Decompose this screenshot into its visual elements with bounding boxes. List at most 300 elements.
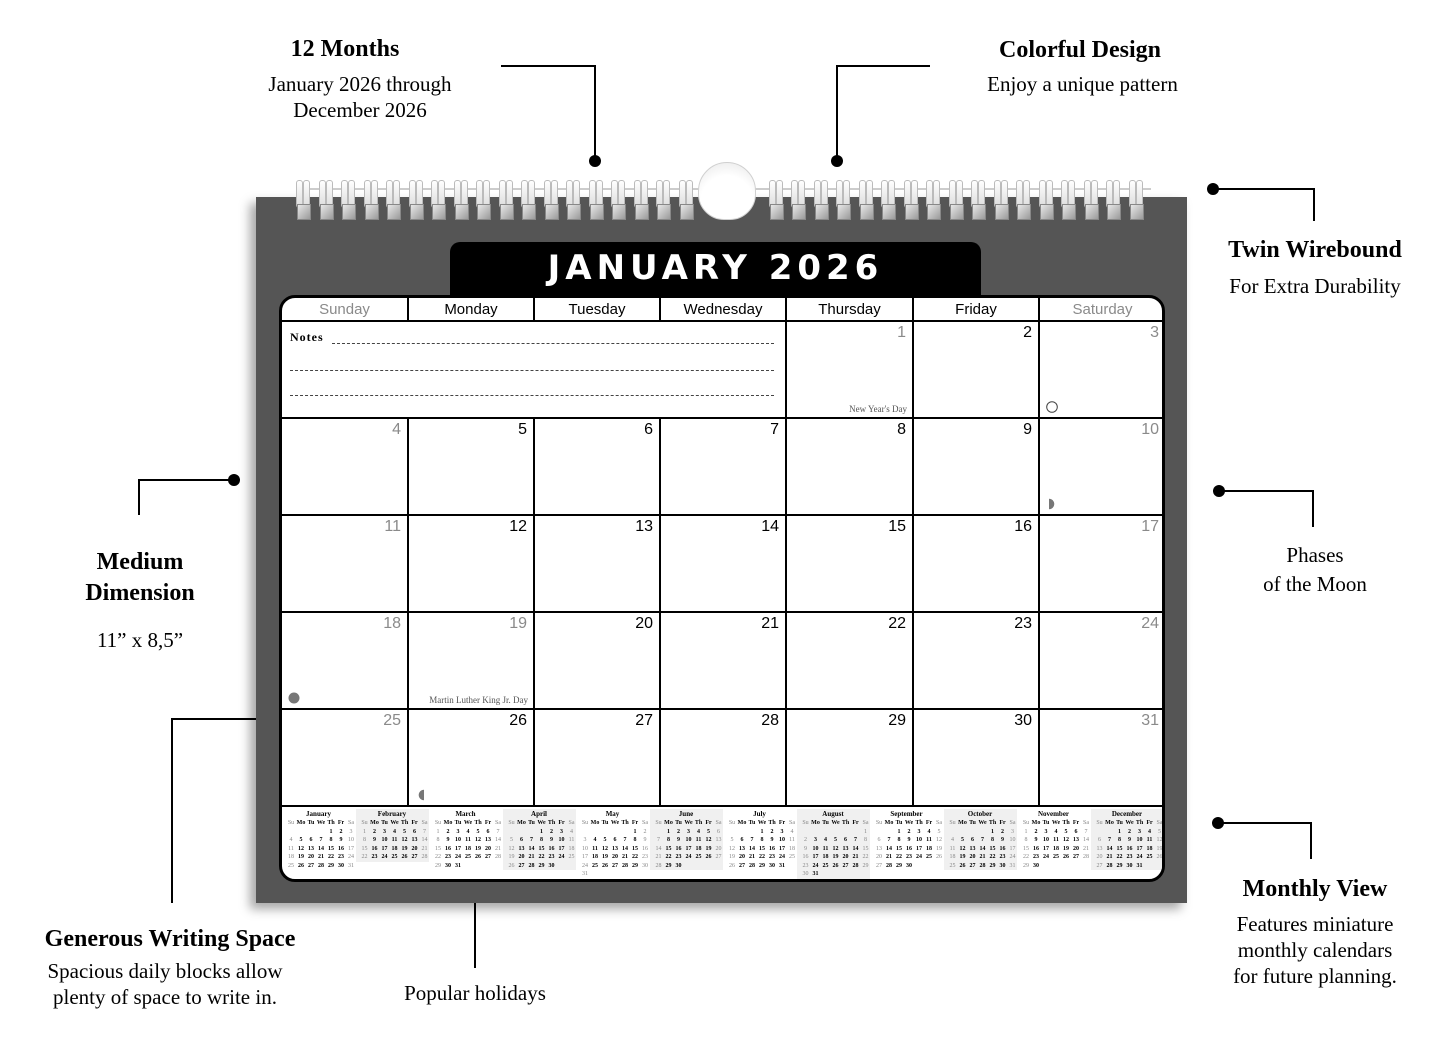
moon-new-icon [288,691,300,703]
mini-weekday: Tu [1116,820,1123,826]
mini-day: 20 [876,854,882,860]
mini-weekday: We [978,820,987,826]
mini-weekday: Th [841,820,850,826]
mini-day: 28 [852,862,859,869]
day-number: 13 [635,518,653,535]
mini-day: 3 [1044,828,1048,835]
mini-day: 13 [876,845,882,852]
mini-weekday: Mo [958,820,967,826]
mini-day: 9 [677,837,680,843]
leader-dot [589,155,601,167]
mini-day: 30 [548,862,555,869]
mini-weekday: Mo [370,820,379,826]
leader-line [836,65,838,160]
day-cell[interactable] [535,419,661,516]
mini-day: 10 [558,837,565,843]
mini-weekday: We [610,820,620,826]
mini-day: 13 [411,837,418,843]
day-cell[interactable] [282,710,409,807]
mini-weekday: Mo [1105,820,1114,826]
day-cell[interactable] [282,516,409,613]
mini-day: 28 [495,854,501,860]
mini-month-grid [944,819,1017,870]
mini-blank [600,828,610,837]
callout-design-title: Colorful Design [999,37,1161,63]
mini-day: 16 [1126,845,1133,852]
mini-day: 23 [1126,854,1133,860]
mini-day: 19 [298,854,304,860]
day-cell[interactable] [1040,516,1165,613]
mini-day: 11 [822,845,829,852]
mini-day: 29 [1116,862,1123,869]
mini-month-name: June [678,810,694,818]
mini-calendar-april [503,809,576,870]
mini-weekday: Mo [296,820,306,826]
mini-blank [737,828,747,837]
mini-day: 9 [1034,837,1038,843]
mini-weekday: We [1051,820,1061,826]
callout-writing-line2: plenty of space to write in. [53,985,277,1009]
mini-day: 19 [508,854,515,860]
day-header-saturday: Saturday [1040,298,1165,322]
mini-day: 15 [632,845,638,852]
mini-blank [851,828,861,837]
wire-ring [814,180,828,218]
mini-day: 19 [936,845,942,852]
mini-day: 17 [558,845,565,852]
day-cell[interactable] [409,613,535,710]
mini-day: 21 [1083,845,1089,852]
mini-day: 15 [435,845,441,852]
leader-line [1313,188,1315,221]
mini-day: 9 [373,837,376,843]
mini-day: 16 [371,845,378,852]
mini-day: 25 [949,862,956,869]
mini-day: 7 [657,837,660,843]
wire-ring [1061,180,1075,218]
mini-day: 16 [445,845,451,852]
mini-day: 14 [528,845,535,852]
mini-day: 22 [1116,854,1123,860]
wire-ring [971,180,985,218]
mini-day: 4 [593,837,597,843]
mini-day: 2 [804,837,807,843]
mini-day: 3 [687,828,690,835]
leader-line [1212,188,1315,190]
day-cell[interactable] [1040,710,1165,807]
mini-weekday: Su [949,820,956,826]
mini-day: 4 [927,828,931,835]
mini-day: 29 [435,862,441,869]
mini-day: 6 [413,828,416,835]
leader-line [1217,822,1312,824]
mini-weekday: Tu [528,820,535,826]
mini-day: 3 [583,837,587,843]
mini-day: 30 [1126,862,1133,869]
mini-weekday: Th [327,820,335,826]
notes-area[interactable] [282,322,787,419]
mini-day: 2 [643,828,647,835]
mini-weekday: Su [581,820,589,826]
mini-day: 13 [518,845,525,852]
day-cell[interactable] [787,710,914,807]
wire-ring [319,180,333,218]
mini-day: 1 [864,828,867,835]
mini-day: 2 [1034,828,1038,835]
mini-day: 6 [844,837,847,843]
day-number: 25 [383,712,401,729]
mini-day: 14 [318,845,324,852]
mini-day: 15 [1116,845,1123,852]
mini-day: 24 [812,862,819,869]
callout-dimension-size: 11” x 8,5” [96,628,184,652]
mini-day: 22 [435,854,441,860]
day-number: 28 [761,712,779,729]
day-cell[interactable] [661,710,787,807]
mini-day: 15 [1023,845,1029,852]
mini-weekday: Th [694,820,703,826]
mini-day: 1 [633,828,637,835]
day-cell[interactable] [1040,613,1165,710]
day-cell[interactable] [409,419,535,516]
mini-day: 19 [832,854,839,860]
mini-calendar-october [944,809,1017,870]
holiday-label: Martin Luther King Jr. Day [429,695,528,705]
callout-months-line2: December 2026 [293,98,427,122]
mini-day: 1 [897,828,901,835]
mini-weekday: Su [508,820,515,826]
mini-day: 10 [381,837,388,843]
mini-day: 25 [568,854,575,860]
day-number: 18 [383,615,401,632]
mini-day: 12 [936,837,942,843]
mini-day: 8 [991,837,994,843]
mini-day: 2 [677,828,680,835]
mini-month-name: May [605,810,620,818]
leader-dot [1213,485,1225,497]
mini-weekday: Th [988,820,997,826]
mini-day: 28 [749,862,755,869]
day-number: 29 [888,712,906,729]
day-cell[interactable] [787,322,914,419]
mini-weekday: Th [400,820,409,826]
mini-day: 25 [926,854,932,860]
mini-day: 1 [667,828,670,835]
day-cell[interactable] [409,710,535,807]
mini-day: 31 [348,862,354,869]
day-cell[interactable] [914,419,1040,516]
day-cell[interactable] [661,516,787,613]
day-number: 3 [1150,324,1159,341]
day-number: 23 [1014,615,1032,632]
callout-writing-title: Generous Writing Space [44,926,296,952]
mini-day: 1 [1118,828,1121,835]
day-cell[interactable] [914,516,1040,613]
mini-blank [747,828,757,837]
day-cell[interactable] [914,322,1040,419]
mini-day: 2 [550,828,553,835]
mini-weekday: Tu [822,820,829,826]
mini-day: 11 [926,837,932,843]
mini-day: 3 [917,828,921,835]
mini-weekday: Fr [925,820,933,826]
mini-day: 18 [695,845,702,852]
mini-day: 23 [445,854,451,860]
callout-monthly-title: Monthly View [1242,876,1388,902]
mini-day: 22 [989,854,996,860]
day-cell[interactable] [787,419,914,516]
wire-ring [926,180,940,218]
mini-weekday: Sa [936,820,942,826]
day-cell[interactable] [661,613,787,710]
mini-day: 15 [862,845,869,852]
mini-weekday: Th [1135,820,1144,826]
mini-weekday: Mo [1031,820,1041,826]
mini-calendar-november [1017,809,1090,870]
mini-day: 10 [916,837,922,843]
mini-month-grid [797,819,870,879]
day-cell[interactable] [535,516,661,613]
mini-day: 28 [318,862,324,869]
mini-day: 30 [999,862,1006,869]
mini-blank [841,828,851,837]
wire-ring [791,180,805,218]
mini-day: 4 [824,837,827,843]
day-cell[interactable] [661,419,787,516]
mini-day: 26 [508,862,515,869]
day-number: 15 [888,518,906,535]
mini-month-name: February [377,810,407,818]
mini-day: 13 [612,845,618,852]
mini-day: 21 [495,845,501,852]
notes-line [290,395,774,396]
mini-weekday: Su [361,820,368,826]
wire-ring [1106,180,1120,218]
mini-day: 23 [802,862,809,869]
mini-day: 27 [842,862,849,869]
mini-day: 31 [1136,862,1143,869]
mini-day: 3 [456,828,460,835]
mini-blank [654,828,664,837]
mini-day: 15 [328,845,334,852]
mini-day: 13 [969,845,976,852]
mini-day: 13 [842,845,849,852]
mini-day: 10 [685,837,692,843]
mini-weekday: We [316,820,326,826]
wire-ring [364,180,378,218]
mini-blank [801,828,811,837]
mini-blank [1105,828,1115,837]
mini-day: 30 [1033,862,1039,869]
mini-day: 7 [530,837,533,843]
callout-months-line1: January 2026 through [268,72,452,96]
notes-line [290,370,774,371]
mini-weekday: Sa [568,820,575,826]
day-number: 27 [635,712,653,729]
mini-day: 4 [393,828,396,835]
mini-month-grid [723,819,796,870]
mini-day: 16 [338,845,344,852]
mini-day: 8 [1118,837,1121,843]
mini-weekday: Sa [862,820,869,826]
mini-day: 16 [548,845,555,852]
mini-weekday: Tu [307,820,315,826]
mini-day: 22 [632,854,638,860]
mini-day: 24 [582,862,588,869]
mini-month-grid [650,819,723,870]
mini-weekday: Sa [421,820,428,826]
mini-day: 29 [862,862,869,869]
day-number: 8 [897,421,906,438]
mini-month-name: April [531,810,547,818]
mini-day: 7 [1084,828,1088,835]
mini-day: 14 [852,845,859,852]
wire-ring [409,180,423,218]
mini-day: 5 [603,837,607,843]
callout-monthly-line3: for future planning. [1233,964,1397,988]
mini-day: 12 [298,845,304,852]
mini-weekday: Th [547,820,556,826]
mini-weekday: Sa [495,820,501,826]
day-number: 2 [1023,324,1032,341]
mini-day: 25 [391,854,398,860]
mini-day: 23 [338,854,344,860]
mini-weekday: Sa [789,820,795,826]
mini-day: 13 [739,845,745,852]
mini-day: 27 [739,862,745,869]
day-number: 7 [770,421,779,438]
mini-day: 4 [1054,828,1058,835]
mini-weekday: Th [915,820,923,826]
mini-weekday: We [1125,820,1134,826]
mini-day: 21 [421,845,428,852]
mini-weekday: We [463,820,473,826]
day-cell[interactable] [914,613,1040,710]
day-cell[interactable] [282,613,409,710]
mini-day: 4 [790,828,794,835]
mini-day: 29 [538,862,545,869]
day-number: 19 [509,615,527,632]
mini-day: 26 [401,854,408,860]
day-number: 11 [384,518,401,535]
wire-ring [634,180,648,218]
mini-day: 28 [886,862,892,869]
mini-weekday: Su [728,820,736,826]
mini-weekday: Fr [852,820,859,826]
mini-weekday: We [757,820,767,826]
mini-weekday: Fr [1146,820,1153,826]
day-cell[interactable] [1040,419,1165,516]
mini-day: 16 [906,845,912,852]
mini-day: 19 [401,845,408,852]
mini-day: 20 [1073,845,1079,852]
mini-day: 23 [769,854,775,860]
mini-day: 3 [349,828,353,835]
mini-day: 12 [602,845,608,852]
mini-day: 17 [812,854,819,860]
mini-blank [948,828,958,837]
mini-day: 16 [642,845,648,852]
mini-day: 10 [1136,837,1143,843]
day-cell[interactable] [1040,322,1165,419]
mini-day: 5 [730,837,734,843]
mini-day: 20 [842,854,849,860]
month-title: JANUARY 2026 [547,248,884,288]
mini-month-name: November [1037,810,1070,818]
day-cell[interactable] [787,613,914,710]
day-header-tuesday: Tuesday [535,298,661,322]
mini-blank [306,828,316,837]
mini-day: 24 [1136,854,1143,860]
mini-day: 2 [339,828,343,835]
mini-day: 9 [1128,837,1131,843]
mini-weekday: Tu [601,820,609,826]
mini-weekday: Mo [737,820,747,826]
mini-day: 31 [455,862,461,869]
day-cell[interactable] [535,613,661,710]
mini-day: 15 [989,845,996,852]
mini-weekday: Fr [1072,820,1080,826]
mini-day: 15 [759,845,765,852]
mini-day: 1 [760,828,764,835]
mini-month-grid [870,819,943,870]
mini-month-grid [1017,819,1090,870]
mini-day: 11 [1146,837,1153,843]
mini-day: 24 [558,854,565,860]
day-cell[interactable] [535,710,661,807]
mini-day: 19 [475,845,481,852]
mini-day: 27 [876,862,882,869]
leader-line [836,65,930,67]
mini-day: 4 [289,837,293,843]
day-number: 31 [1141,712,1159,729]
day-number: 21 [761,615,779,632]
day-number: 9 [1023,421,1032,438]
day-cell[interactable] [787,516,914,613]
mini-day: 20 [308,854,314,860]
day-cell[interactable] [914,710,1040,807]
mini-day: 18 [789,845,795,852]
day-number: 20 [635,615,653,632]
mini-day: 30 [338,862,344,869]
mini-weekday: We [831,820,840,826]
mini-day: 18 [926,845,932,852]
mini-day: 16 [999,845,1006,852]
mini-day: 4 [951,837,954,843]
mini-day: 25 [1053,854,1059,860]
wire-ring [904,180,918,218]
mini-day: 19 [1063,845,1069,852]
mini-day: 11 [391,837,398,843]
mini-month-grid [282,819,355,870]
mini-day: 14 [622,845,628,852]
day-cell[interactable] [409,516,535,613]
wire-ring [566,180,580,218]
mini-weekday: Fr [999,820,1006,826]
mini-day: 26 [832,862,839,869]
mini-day: 30 [802,871,809,877]
mini-day: 21 [886,854,892,860]
day-cell[interactable] [282,419,409,516]
mini-weekday: Su [287,820,295,826]
mini-day: 6 [717,828,720,835]
mini-day: 31 [1009,862,1016,869]
mini-calendar-june [650,809,723,870]
mini-weekday: Th [621,820,629,826]
mini-day: 8 [897,837,901,843]
mini-day: 17 [1043,845,1049,852]
mini-day: 8 [760,837,764,843]
